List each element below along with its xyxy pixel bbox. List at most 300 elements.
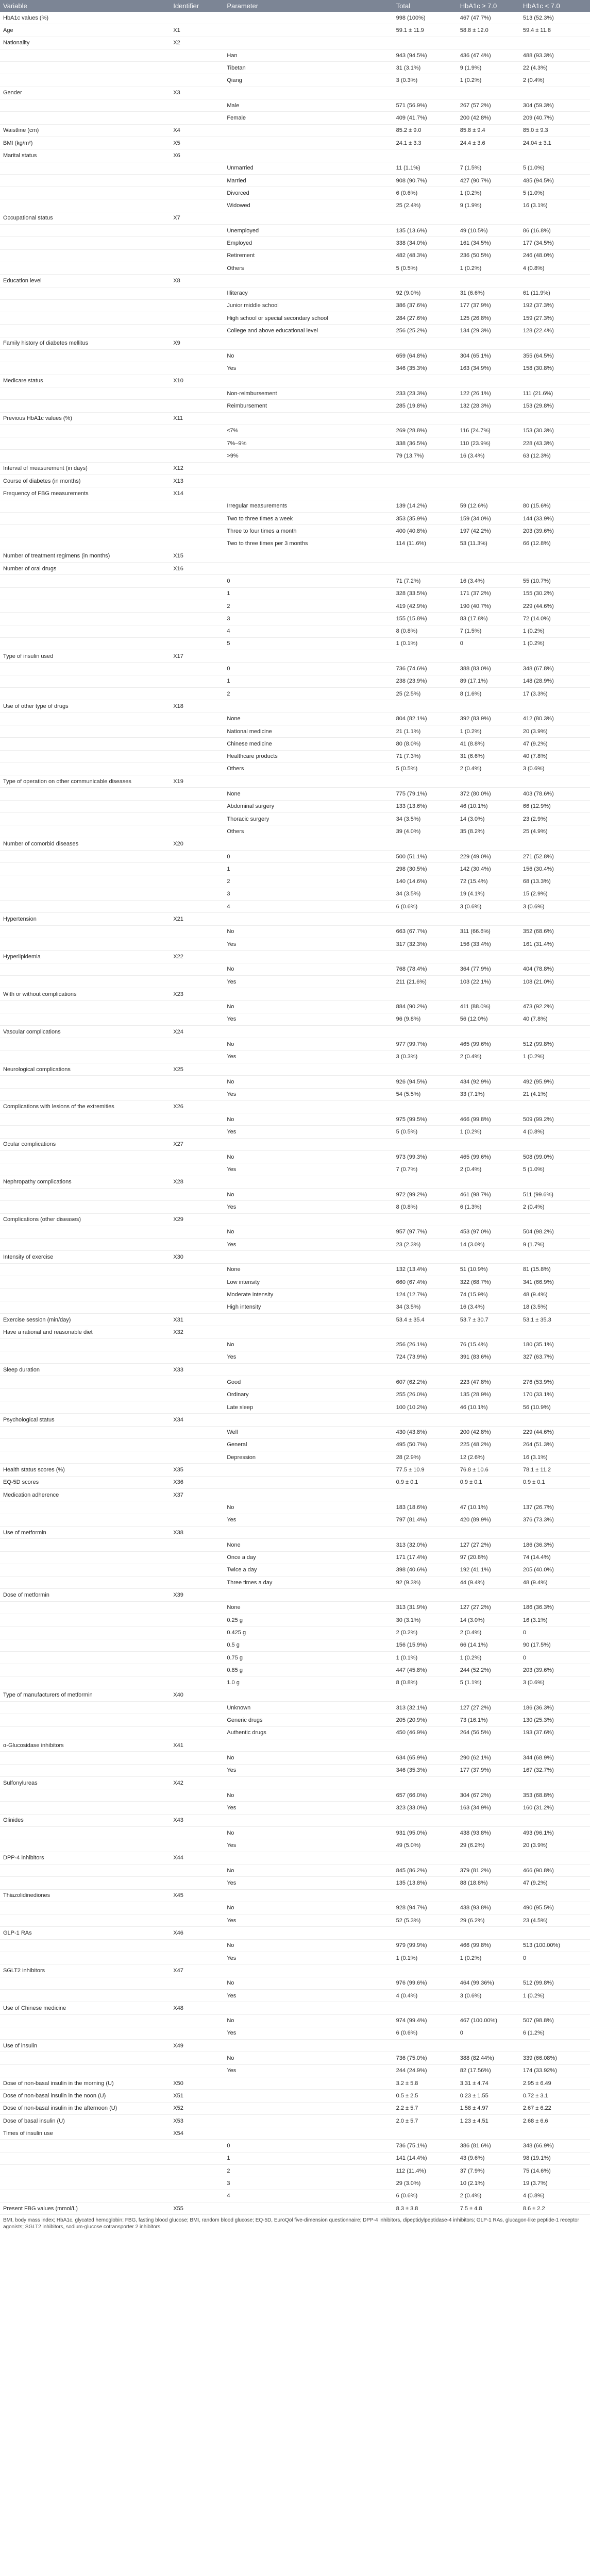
cell-parameter: 0.75 g [224,1651,393,1664]
table-row [0,1814,590,1826]
cell-total: 5 (0.5%) [393,762,457,775]
cell-total: 313 (31.9%) [393,1601,457,1614]
cell-hba1c-high: 47 (10.1%) [457,1501,520,1514]
table-row [0,850,590,862]
cell-total: 571 (56.9%) [393,99,457,112]
cell-parameter: Yes [224,1013,393,1025]
table-row [0,124,590,137]
cell-hba1c-high: 464 (99.36%) [457,1977,520,1989]
cell-hba1c-high: 200 (42.8%) [457,1426,520,1438]
cell-total [393,1176,457,1188]
table-row [0,613,590,625]
cell-variable [0,637,170,650]
table-row [0,1989,590,2002]
cell-variable: With or without complications [0,988,170,1001]
cell-total [393,775,457,788]
cell-identifier: X3 [170,87,224,99]
table-row [0,2127,590,2140]
table-row [0,800,590,812]
cell-total: 34 (3.5%) [393,1301,457,1313]
cell-hba1c-high [457,1213,520,1226]
cell-variable [0,362,170,375]
cell-hba1c-high [457,474,520,487]
cell-variable [0,1676,170,1689]
table-row [0,1100,590,1113]
cell-identifier [170,1952,224,1964]
cell-total [393,988,457,1001]
cell-variable [0,512,170,524]
cell-parameter [224,1927,393,1939]
cell-identifier [170,287,224,299]
table-row [0,525,590,537]
cell-total: 7 (0.7%) [393,1163,457,1176]
table-row [0,2077,590,2089]
cell-variable [0,1639,170,1651]
cell-hba1c-high: 29 (6.2%) [457,1839,520,1852]
table-row [0,1977,590,1989]
cell-total: 6 (0.6%) [393,187,457,199]
cell-hba1c-high: 244 (52.2%) [457,1664,520,1676]
table-row [0,1539,590,1551]
table-row [0,2152,590,2164]
cell-variable [0,1952,170,1964]
cell-hba1c-high: 411 (88.0%) [457,1001,520,1013]
cell-hba1c-low: 53.1 ± 35.3 [520,1313,590,1326]
cell-identifier [170,74,224,87]
cell-hba1c-high: 427 (90.7%) [457,174,520,187]
cell-total: 346 (35.3%) [393,1764,457,1776]
table-row [0,725,590,737]
cell-hba1c-low: 48 (9.4%) [520,1577,590,1589]
cell-parameter [224,700,393,713]
cell-identifier [170,1601,224,1614]
cell-variable [0,1113,170,1126]
cell-parameter: Generic drugs [224,1714,393,1726]
cell-parameter: Yes [224,1088,393,1100]
cell-parameter [224,1739,393,1751]
cell-total: 2.0 ± 5.7 [393,2114,457,2127]
cell-parameter: None [224,1263,393,1276]
table-row [0,688,590,700]
cell-hba1c-high: 163 (34.9%) [457,362,520,375]
cell-total: 804 (82.1%) [393,713,457,725]
cell-total: 0.5 ± 2.5 [393,2090,457,2102]
cell-parameter [224,487,393,500]
cell-hba1c-high: 267 (57.2%) [457,99,520,112]
cell-total [393,1138,457,1150]
cell-hba1c-high: 388 (82.44%) [457,2052,520,2064]
cell-parameter: Others [224,262,393,274]
cell-identifier [170,1989,224,2002]
cell-identifier [170,1914,224,1927]
cell-hba1c-low: 2.95 ± 6.49 [520,2077,590,2089]
cell-identifier: X19 [170,775,224,788]
cell-parameter: Employed [224,237,393,249]
cell-hba1c-high: 304 (67.2%) [457,1789,520,1802]
cell-total: 495 (50.7%) [393,1438,457,1451]
cell-total: 500 (51.1%) [393,850,457,862]
cell-hba1c-low: 4 (0.8%) [520,1126,590,1138]
cell-parameter [224,2102,393,2114]
cell-identifier [170,1764,224,1776]
table-row [0,1676,590,1689]
cell-hba1c-low: 511 (99.6%) [520,1188,590,1200]
cell-hba1c-low: 3 (0.6%) [520,901,590,913]
cell-hba1c-high: 3 (0.6%) [457,901,520,913]
table-row [0,875,590,888]
cell-hba1c-high: 466 (99.8%) [457,1939,520,1952]
cell-variable: Type of operation on other communicable diseases [0,775,170,788]
cell-variable [0,1914,170,1927]
cell-identifier [170,225,224,237]
table-row [0,1476,590,1488]
cell-total: 3 (0.3%) [393,1050,457,1063]
cell-identifier [170,1539,224,1551]
cell-total: 979 (99.9%) [393,1939,457,1952]
cell-total: 34 (3.5%) [393,813,457,825]
cell-hba1c-high: 29 (6.2%) [457,1914,520,1927]
table-row [0,537,590,550]
cell-hba1c-low: 327 (63.7%) [520,1351,590,1363]
cell-hba1c-high: 134 (29.3%) [457,325,520,337]
cell-parameter [224,37,393,49]
cell-identifier [170,1614,224,1626]
cell-hba1c-high: 7.5 ± 4.8 [457,2202,520,2214]
cell-variable [0,587,170,600]
cell-variable [0,187,170,199]
cell-total [393,1026,457,1038]
cell-identifier: X21 [170,913,224,925]
table-row [0,1614,590,1626]
cell-hba1c-low: 75 (14.6%) [520,2165,590,2177]
cell-total: 430 (43.8%) [393,1426,457,1438]
cell-total: 660 (67.4%) [393,1276,457,1288]
cell-hba1c-high: 2 (0.4%) [457,1626,520,1639]
cell-total: 135 (13.6%) [393,225,457,237]
cell-total: 269 (28.8%) [393,425,457,437]
cell-variable [0,1977,170,1989]
cell-variable [0,725,170,737]
cell-total: 3 (0.3%) [393,74,457,87]
table-row [0,1138,590,1150]
cell-variable [0,425,170,437]
table-row [0,1964,590,1977]
cell-identifier: X53 [170,2114,224,2127]
cell-variable [0,1289,170,1301]
cell-parameter: No [224,925,393,938]
cell-hba1c-low [520,1026,590,1038]
cell-identifier [170,750,224,762]
cell-hba1c-high: 97 (20.8%) [457,1551,520,1564]
cell-total: 92 (9.3%) [393,1577,457,1589]
cell-hba1c-high: 264 (56.5%) [457,1726,520,1739]
cell-parameter: No [224,350,393,362]
cell-hba1c-low: 193 (37.6%) [520,1726,590,1739]
cell-total: 957 (97.7%) [393,1226,457,1238]
cell-parameter [224,1589,393,1601]
cell-hba1c-high: 19 (4.1%) [457,888,520,900]
cell-hba1c-low: 9 (1.7%) [520,1239,590,1251]
table-row [0,1752,590,1764]
cell-total: 450 (46.9%) [393,1726,457,1739]
cell-parameter: No [224,1001,393,1013]
table-row [0,975,590,988]
cell-identifier [170,725,224,737]
cell-variable [0,1501,170,1514]
cell-identifier [170,875,224,888]
cell-total: 2.2 ± 5.7 [393,2102,457,2114]
cell-hba1c-high [457,1100,520,1113]
cell-hba1c-low: 4 (0.8%) [520,2190,590,2202]
table-row [0,663,590,675]
cell-hba1c-low: 507 (98.8%) [520,2014,590,2027]
cell-identifier: X28 [170,1176,224,1188]
cell-hba1c-low: 98 (19.1%) [520,2152,590,2164]
table-row [0,1414,590,1426]
cell-hba1c-low: 177 (34.5%) [520,237,590,249]
cell-variable: Dose of non-basal insulin in the noon (U) [0,2090,170,2102]
cell-identifier [170,512,224,524]
cell-variable: Type of insulin used [0,650,170,663]
cell-parameter: 0.25 g [224,1614,393,1626]
cell-identifier [170,963,224,975]
cell-hba1c-low: 80 (15.6%) [520,500,590,512]
cell-total [393,1063,457,1075]
cell-hba1c-low: 513 (100.00%) [520,1939,590,1952]
cell-hba1c-high [457,1739,520,1751]
cell-identifier [170,850,224,862]
table-row [0,24,590,37]
cell-hba1c-high: 322 (68.7%) [457,1276,520,1288]
cell-variable: Gender [0,87,170,99]
cell-hba1c-high: 49 (10.5%) [457,225,520,237]
table-row [0,350,590,362]
table-row [0,550,590,562]
cell-identifier: X31 [170,1313,224,1326]
table-row [0,1551,590,1564]
cell-identifier [170,1501,224,1514]
table-row [0,2014,590,2027]
cell-identifier: X13 [170,474,224,487]
cell-variable [0,1651,170,1664]
table-row [0,1088,590,1100]
cell-variable [0,1877,170,1889]
cell-parameter: Yes [224,1514,393,1526]
cell-variable: Education level [0,275,170,287]
cell-hba1c-high: 171 (37.2%) [457,587,520,600]
cell-total: 171 (17.4%) [393,1551,457,1564]
cell-identifier [170,525,224,537]
cell-parameter: Yes [224,2027,393,2039]
table-row [0,1351,590,1363]
cell-hba1c-high: 0.9 ± 0.1 [457,1476,520,1488]
cell-parameter: 1.0 g [224,1676,393,1689]
table-row [0,512,590,524]
cell-total: 255 (26.0%) [393,1388,457,1401]
cell-parameter [224,2090,393,2102]
cell-variable [0,325,170,337]
table-row [0,1852,590,1864]
cell-hba1c-high: 386 (81.6%) [457,2140,520,2152]
cell-variable [0,1438,170,1451]
cell-total [393,212,457,224]
cell-total: 931 (95.0%) [393,1827,457,1839]
cell-total: 52 (5.3%) [393,1914,457,1927]
cell-hba1c-high: 1 (0.2%) [457,1651,520,1664]
cell-hba1c-low: 5 (1.0%) [520,1163,590,1176]
cell-identifier: X39 [170,1589,224,1601]
table-row [0,174,590,187]
table-row [0,563,590,575]
cell-hba1c-low: 74 (14.4%) [520,1551,590,1564]
cell-total: 659 (64.8%) [393,350,457,362]
cell-variable [0,1388,170,1401]
cell-variable: Course of diabetes (in months) [0,474,170,487]
cell-parameter: Reimbursement [224,400,393,412]
cell-hba1c-high: 73 (16.1%) [457,1714,520,1726]
cell-identifier: X27 [170,1138,224,1150]
cell-total: 313 (32.0%) [393,1539,457,1551]
cell-hba1c-low: 90 (17.5%) [520,1639,590,1651]
cell-variable [0,199,170,212]
cell-hba1c-high: 379 (81.2%) [457,1864,520,1876]
cell-hba1c-low: 66 (12.9%) [520,800,590,812]
cell-variable [0,62,170,74]
cell-parameter: Moderate intensity [224,1289,393,1301]
table-row [0,963,590,975]
table-body [0,12,590,2215]
cell-identifier: X46 [170,1927,224,1939]
cell-variable [0,1839,170,1852]
table-row [0,1401,590,1413]
cell-parameter [224,87,393,99]
cell-parameter: Yes [224,1126,393,1138]
cell-hba1c-high: 8 (1.6%) [457,688,520,700]
cell-variable: Use of other type of drugs [0,700,170,713]
cell-variable [0,1802,170,1814]
cell-hba1c-high: 161 (34.5%) [457,237,520,249]
table-row [0,1251,590,1263]
cell-variable: Number of treatment regimens (in months) [0,550,170,562]
cell-hba1c-high: 163 (34.9%) [457,1802,520,1814]
cell-hba1c-low: 304 (59.3%) [520,99,590,112]
cell-variable [0,1126,170,1138]
table-row [0,1050,590,1063]
cell-identifier [170,1050,224,1063]
cell-hba1c-low [520,1964,590,1977]
cell-identifier: X52 [170,2102,224,2114]
cell-parameter: National medicine [224,725,393,737]
cell-identifier [170,2165,224,2177]
cell-total: 1 (0.1%) [393,1651,457,1664]
cell-total: 31 (3.1%) [393,62,457,74]
cell-total [393,1852,457,1864]
cell-total: 2 (0.2%) [393,1626,457,1639]
cell-hba1c-low: 376 (73.3%) [520,1514,590,1526]
cell-identifier [170,187,224,199]
table-row [0,2040,590,2052]
cell-hba1c-low [520,1776,590,1789]
cell-total: 926 (94.5%) [393,1076,457,1088]
cell-variable [0,1614,170,1626]
table-row [0,587,590,600]
table-row [0,162,590,174]
cell-total: 908 (90.7%) [393,174,457,187]
cell-total [393,1100,457,1113]
cell-parameter: 1 [224,675,393,687]
cell-hba1c-high [457,337,520,349]
header-hba1c-low: HbA1c < 7.0 [520,0,590,12]
cell-variable: Vascular complications [0,1026,170,1038]
header-total: Total [393,0,457,12]
cell-hba1c-high: 31 (6.6%) [457,750,520,762]
cell-total: 6 (0.6%) [393,901,457,913]
table-row [0,2002,590,2014]
cell-variable [0,299,170,312]
cell-hba1c-low [520,1589,590,1601]
cell-hba1c-high [457,775,520,788]
cell-parameter: None [224,1539,393,1551]
cell-parameter: Abdominal surgery [224,800,393,812]
table-row [0,1689,590,1701]
cell-hba1c-low: 23 (4.5%) [520,1914,590,1927]
cell-parameter [224,412,393,425]
cell-variable [0,2140,170,2152]
cell-variable: GLP-1 RAs [0,1927,170,1939]
cell-hba1c-high: 127 (27.2%) [457,1539,520,1551]
cell-parameter [224,1776,393,1789]
cell-identifier [170,1401,224,1413]
cell-hba1c-high [457,700,520,713]
table-row [0,1126,590,1138]
cell-total: 285 (19.8%) [393,400,457,412]
cell-variable [0,1088,170,1100]
cell-hba1c-high: 1.23 ± 4.51 [457,2114,520,2127]
cell-parameter: 4 [224,625,393,637]
cell-total: 5 (0.5%) [393,1126,457,1138]
cell-parameter [224,1489,393,1501]
cell-hba1c-low: 492 (95.9%) [520,1076,590,1088]
cell-parameter: Low intensity [224,1276,393,1288]
cell-hba1c-high: 53.7 ± 30.7 [457,1313,520,1326]
cell-hba1c-high: 125 (26.8%) [457,312,520,325]
cell-total: 155 (15.8%) [393,613,457,625]
cell-hba1c-low: 2.68 ± 6.6 [520,2114,590,2127]
cell-variable [0,500,170,512]
cell-total: 25 (2.4%) [393,199,457,212]
cell-hba1c-high [457,375,520,387]
cell-variable: Intensity of exercise [0,1251,170,1263]
table-row [0,400,590,412]
cell-parameter [224,1964,393,1977]
cell-hba1c-low: 264 (51.3%) [520,1438,590,1451]
cell-total: 71 (7.3%) [393,750,457,762]
cell-total [393,1776,457,1789]
cell-parameter: 3 [224,2177,393,2190]
cell-variable [0,2165,170,2177]
cell-variable [0,613,170,625]
cell-hba1c-low: 512 (99.8%) [520,1977,590,1989]
cell-total: 386 (37.6%) [393,299,457,312]
table-row [0,1501,590,1514]
cell-hba1c-high: 35 (8.2%) [457,825,520,838]
cell-total: 3.2 ± 5.8 [393,2077,457,2089]
table-row [0,299,590,312]
cell-hba1c-high: 290 (62.1%) [457,1752,520,1764]
cell-parameter: 0 [224,575,393,587]
table-row [0,375,590,387]
table-row [0,1564,590,1576]
